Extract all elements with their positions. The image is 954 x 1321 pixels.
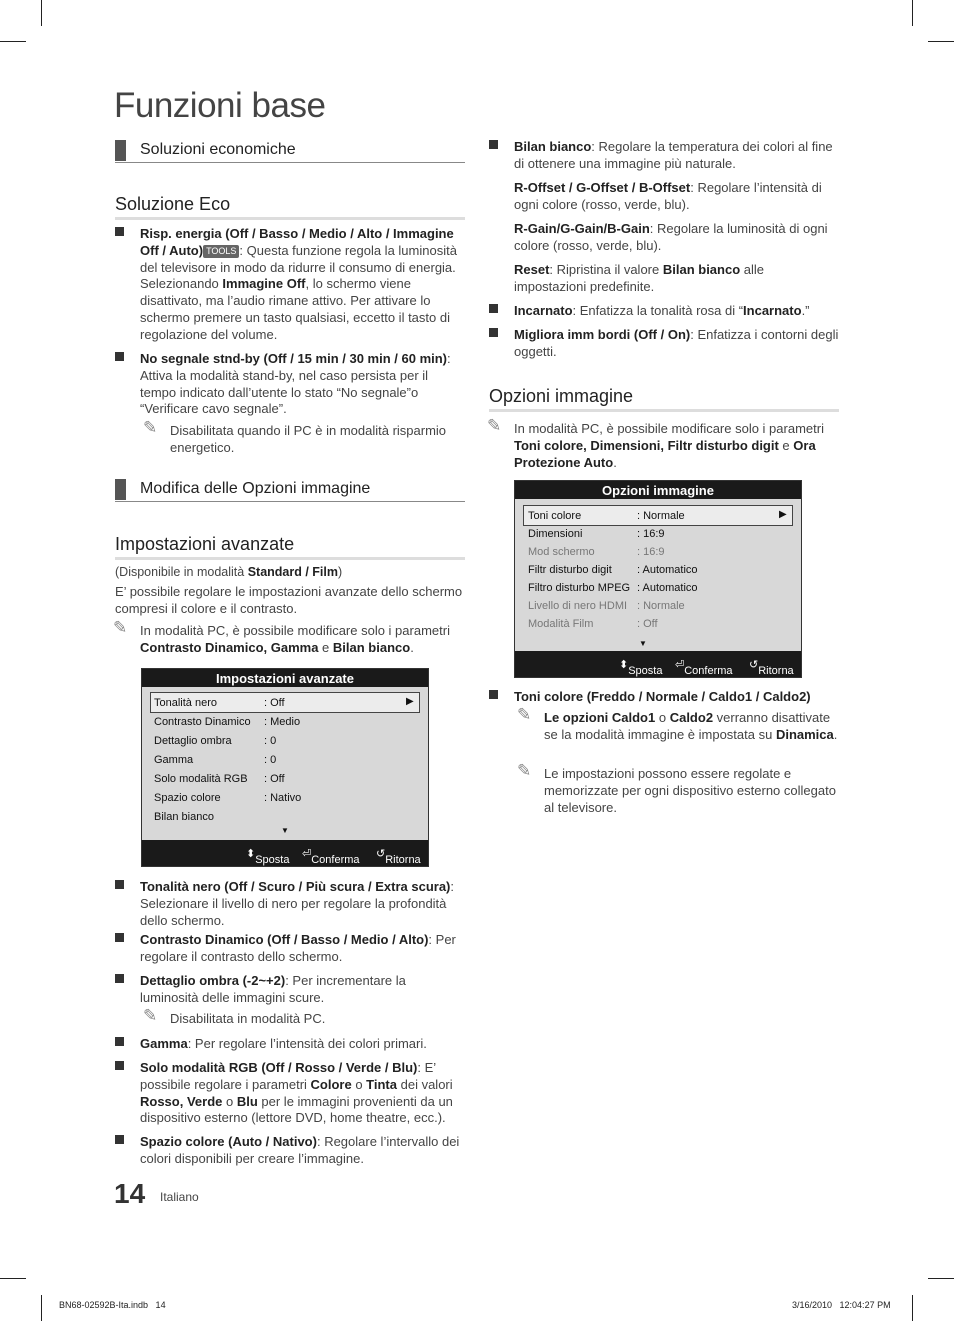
bold-term: Bilan bianco: [514, 139, 592, 154]
menu-footer: [142, 840, 428, 866]
note-text: Disabilitata quando il PC è in modalità risparmio energetico.: [170, 423, 447, 455]
note-text: .: [613, 454, 617, 470]
bold-term: Le opzioni Caldo1: [544, 710, 656, 725]
bold-term: Contrasto Dinamico, Gamma: [140, 639, 319, 655]
menu-row-label: Filtro disturbo MPEG: [528, 582, 631, 594]
menu-row-label: Tonalità nero: [154, 697, 217, 709]
body-text: ): [338, 565, 343, 579]
body-text: dei valori: [397, 1076, 453, 1092]
osd-menu-impostazioni-avanzate: [141, 668, 429, 867]
note-text: In modalità PC, è possibile modificare solo i parametri: [514, 421, 824, 436]
bullet-square-icon: [489, 690, 498, 699]
menu-title: Opzioni immagine: [515, 481, 801, 499]
crop-mark: [41, 0, 42, 26]
menu-row-value: : Off: [637, 618, 658, 630]
bullet-square-icon: [115, 1061, 124, 1070]
pencil-note-icon: ✎: [517, 705, 532, 724]
menu-row-label: Spazio colore: [154, 792, 221, 804]
return-hint: ↺ Ritorna: [749, 659, 794, 677]
list-item: [514, 139, 839, 173]
bullet-square-icon: [115, 974, 124, 983]
bold-term: Ora Protezione Auto: [514, 437, 816, 470]
menu-title: Impostazioni avanzate: [142, 669, 428, 687]
body-text: per le immagini provenienti da un dispositivo esterno (lettore DVD, home theatre, ecc.).: [140, 1093, 453, 1126]
sub-paragraph: [514, 262, 839, 296]
menu-row-label: Bilan bianco: [154, 811, 214, 823]
note: [517, 705, 839, 744]
section-bar: [115, 479, 126, 500]
bold-term: Reset: [514, 262, 550, 277]
body-text: : Attiva la modalità stand-by, nel caso persista per il tempo indicato dall’utente lo stato “No segnale”o “Verificare cavo segnale”.: [140, 351, 451, 417]
sub-paragraph: [514, 180, 839, 214]
list-item: [140, 226, 465, 344]
tools-icon: TOOLS: [203, 245, 239, 258]
body-text: o: [351, 1076, 367, 1092]
menu-row-value: : Automatico: [637, 582, 698, 594]
section-heading-modifica: [115, 479, 465, 502]
menu-row-value: : 16:9: [637, 546, 665, 558]
body-text: : Ripristina il valore: [549, 262, 663, 277]
menu-row[interactable]: [154, 773, 414, 785]
bold-term: Spazio colore (Auto / Nativo): [140, 1134, 317, 1149]
menu-row[interactable]: [528, 564, 788, 576]
confirm-hint: ⏎ Conferma: [302, 848, 360, 866]
bullet-square-icon: [115, 1037, 124, 1046]
return-hint: ↺ Ritorna: [376, 848, 421, 866]
bold-term: Bilan bianco: [332, 639, 411, 655]
menu-row-label: Gamma: [154, 754, 194, 766]
menu-row-value: : Off: [264, 697, 285, 709]
confirm-hint: ⏎ Conferma: [675, 659, 733, 677]
menu-row-value: : 0: [264, 735, 277, 747]
bullet-square-icon: [489, 328, 498, 337]
bold-term: Gamma: [140, 1036, 188, 1051]
menu-row-value: : Off: [264, 773, 285, 785]
note-text: o: [655, 710, 670, 725]
bold-term: Dettaglio ombra (-2~+2): [140, 973, 286, 988]
move-hint: ⬍ Sposta: [246, 848, 290, 866]
menu-row-value: : Automatico: [637, 564, 698, 576]
return-label: Ritorna: [758, 665, 794, 677]
move-label: Sposta: [255, 854, 290, 866]
menu-row-disabled: [528, 546, 788, 558]
body-text: : Regolare l’intensità di ogni colore (rosso, verde, blu).: [514, 180, 822, 212]
confirm-label: Conferma: [311, 854, 360, 866]
note-text: e: [778, 437, 794, 453]
menu-row-label: Contrasto Dinamico: [154, 716, 251, 728]
list-item: [140, 1060, 465, 1127]
note-text: In modalità PC, è possibile modificare solo i parametri: [140, 623, 450, 638]
page-title: Funzioni base: [114, 86, 326, 125]
bullet-square-icon: [115, 880, 124, 889]
return-label: Ritorna: [385, 854, 421, 866]
bold-term: Rosso, Verde: [140, 1093, 223, 1109]
subheading-opzioni-immagine: Opzioni immagine: [489, 386, 839, 412]
bold-term: No segnale stnd-by (Off / 15 min / 30 min / 60 min): [140, 351, 448, 366]
body-text: : Per regolare l’intensità dei colori primari.: [187, 1036, 427, 1051]
menu-row[interactable]: [154, 754, 414, 766]
bullet-square-icon: [489, 140, 498, 149]
list-item: [514, 327, 839, 361]
list-item: [140, 1036, 465, 1053]
move-hint: ⬍ Sposta: [619, 659, 663, 677]
crop-mark: [928, 1278, 954, 1279]
availability-text: [115, 564, 465, 581]
list-item: [514, 689, 839, 706]
subheading-impostazioni-avanzate: Impostazioni avanzate: [115, 534, 465, 560]
body-text: : Questa funzione regola la luminosità del televisore in modo da ridurre il consumo di energia. Selezionando: [140, 242, 457, 292]
menu-row[interactable]: [154, 735, 414, 747]
note-text: Disabilitata in modalità PC.: [170, 1011, 326, 1026]
section-bar: [115, 140, 126, 161]
menu-row-disabled: [528, 600, 788, 612]
confirm-label: Conferma: [684, 665, 733, 677]
body-text: : Regolare l’intervallo dei colori disponibili per creare l’immagine.: [140, 1134, 460, 1166]
imprint-date: 3/16/2010 12:04:27 PM: [792, 1300, 891, 1310]
language-label: Italiano: [160, 1190, 199, 1204]
menu-row-value: : Normale: [637, 600, 685, 612]
bold-term: Contrasto Dinamico (Off / Basso / Medio / Alto): [140, 932, 429, 947]
note-text: .: [410, 639, 414, 655]
list-item: [140, 973, 465, 1007]
page-number: 14: [114, 1178, 146, 1209]
section-heading-text: Modifica delle Opzioni immagine: [140, 480, 371, 497]
body-text: : Per regolare il contrasto dello schermo.: [140, 932, 456, 964]
note-text: e: [318, 639, 333, 655]
crop-mark: [0, 1278, 26, 1279]
crop-mark: [912, 1295, 913, 1321]
menu-row[interactable]: [528, 582, 788, 594]
bold-term: Toni colore (Freddo / Normale / Caldo1 / Caldo2): [514, 689, 811, 704]
body-text: alle impostazioni predefinite.: [514, 262, 765, 294]
note: [517, 761, 839, 816]
bullet-square-icon: [115, 352, 124, 361]
menu-row[interactable]: [154, 792, 414, 804]
crop-mark: [912, 0, 913, 26]
pencil-note-icon: ✎: [143, 1006, 158, 1025]
menu-row[interactable]: [528, 510, 788, 522]
bold-term: Dinamica: [775, 726, 834, 742]
bold-term: Caldo2: [669, 710, 714, 725]
body-text: o: [222, 1093, 237, 1109]
section-heading-text: Soluzioni economiche: [140, 141, 296, 158]
menu-row-label: Toni colore: [528, 510, 582, 522]
bold-term: Tonalità nero (Off / Scuro / Più scura / Extra scura): [140, 879, 451, 894]
list-item: [140, 879, 465, 929]
scroll-down-icon[interactable]: ▼: [281, 826, 289, 835]
note-text: Le impostazioni possono essere regolate e memorizzate per ogni dispositivo esterno collegato al televisore.: [544, 766, 836, 815]
note: [487, 416, 839, 471]
list-item: [140, 351, 465, 418]
bold-term: Standard / Film: [247, 565, 338, 579]
note: [143, 1006, 465, 1028]
subheading-soluzione-eco: Soluzione Eco: [115, 194, 465, 220]
bullet-square-icon: [489, 304, 498, 313]
bold-term: Toni colore, Dimensioni, Filtr disturbo digit: [514, 437, 779, 453]
section-heading-soluzioni: [115, 140, 465, 163]
menu-row-label: Filtr disturbo digit: [528, 564, 612, 576]
menu-row-value: : Normale: [637, 510, 685, 522]
body-text: : Enfatizza la tonalità rosa di “: [572, 303, 744, 318]
bold-term: Solo modalità RGB (Off / Rosso / Verde / Blu): [140, 1060, 418, 1075]
crop-mark: [0, 41, 26, 42]
menu-row-label: Solo modalità RGB: [154, 773, 248, 785]
bold-term: Migliora imm bordi (Off / On): [514, 327, 691, 342]
body-text: (Disponibile in modalità: [115, 565, 248, 579]
menu-row-value: : 16:9: [637, 528, 665, 540]
menu-row-label: Dimensioni: [528, 528, 583, 540]
menu-row[interactable]: [154, 697, 414, 709]
bold-term: Incarnato: [514, 303, 573, 318]
note: [143, 418, 465, 457]
sub-paragraph: [514, 221, 839, 255]
bold-term: Tinta: [366, 1076, 397, 1092]
menu-row-label: Mod schermo: [528, 546, 595, 558]
bold-term: Bilan bianco: [662, 262, 741, 277]
menu-row[interactable]: [528, 528, 788, 540]
list-item: [514, 303, 839, 320]
imprint-file: BN68-02592B-Ita.indb 14: [59, 1300, 166, 1310]
body-text: , lo schermo viene disattivato, ma l’audio rimane attivo. Per attivare lo schermo premere un tasto qualsiasi, eccetto il tasto di regolazione del volume.: [140, 276, 450, 342]
menu-row[interactable]: [154, 716, 414, 728]
menu-row-value: : 0: [264, 754, 277, 766]
bold-term: Immagine Off: [222, 276, 306, 292]
menu-row-label: Dettaglio ombra: [154, 735, 232, 747]
body-text: : Enfatizza i contorni degli oggetti.: [514, 327, 839, 359]
bold-term: R-Offset / G-Offset / B-Offset: [514, 180, 691, 195]
body-text: : Selezionare il livello di nero per regolare la profondità dello schermo.: [140, 879, 455, 928]
bold-term: Risp. energia (Off / Basso / Medio / Alto / Immagine Off / Auto): [140, 226, 454, 258]
crop-mark: [41, 1295, 42, 1321]
bullet-square-icon: [115, 933, 124, 942]
pencil-note-icon: ✎: [517, 761, 532, 780]
body-text: .”: [801, 303, 810, 318]
bold-term: Incarnato: [743, 303, 802, 318]
bullet-square-icon: [115, 227, 124, 236]
body-text: : Regolare la temperatura dei colori al fine di ottenere una immagine più naturale.: [514, 139, 833, 171]
note: [113, 618, 465, 657]
list-item: [140, 1134, 465, 1168]
list-item: [140, 932, 465, 966]
menu-row-value: : Nativo: [264, 792, 302, 804]
pencil-note-icon: ✎: [113, 618, 128, 637]
right-arrow-icon: ▶: [779, 509, 787, 520]
menu-row-value: : Medio: [264, 716, 301, 728]
menu-row-label: Livello di nero HDMI: [528, 600, 628, 612]
right-arrow-icon: ▶: [406, 696, 414, 707]
body-text: : Regolare la luminosità di ogni colore (rosso, verde, blu).: [514, 221, 828, 253]
intro-text: E’ possibile regolare le impostazioni avanzate dello schermo compresi il colore e il contrasto.: [115, 584, 463, 616]
note-text: .: [833, 726, 838, 742]
body-text: : E’ possibile regolare i parametri: [140, 1060, 436, 1092]
note-text: verranno disattivate se la modalità immagine è impostata su: [544, 710, 831, 742]
bullet-square-icon: [115, 1135, 124, 1144]
bold-term: Blu: [236, 1093, 258, 1109]
bold-term: R-Gain/G-Gain/B-Gain: [514, 221, 650, 236]
menu-row-label: Modalità Film: [528, 618, 594, 630]
pencil-note-icon: ✎: [143, 418, 158, 437]
move-label: Sposta: [628, 665, 663, 677]
osd-menu-opzioni-immagine: [514, 480, 802, 678]
pencil-note-icon: ✎: [487, 416, 502, 435]
body-text: : Per incrementare la luminosità delle immagini scure.: [140, 973, 406, 1005]
menu-row[interactable]: [154, 811, 414, 823]
menu-footer: [515, 651, 801, 677]
menu-row-disabled: [528, 618, 788, 630]
bold-term: Colore: [310, 1076, 352, 1092]
scroll-down-icon[interactable]: ▼: [639, 639, 647, 648]
crop-mark: [928, 41, 954, 42]
